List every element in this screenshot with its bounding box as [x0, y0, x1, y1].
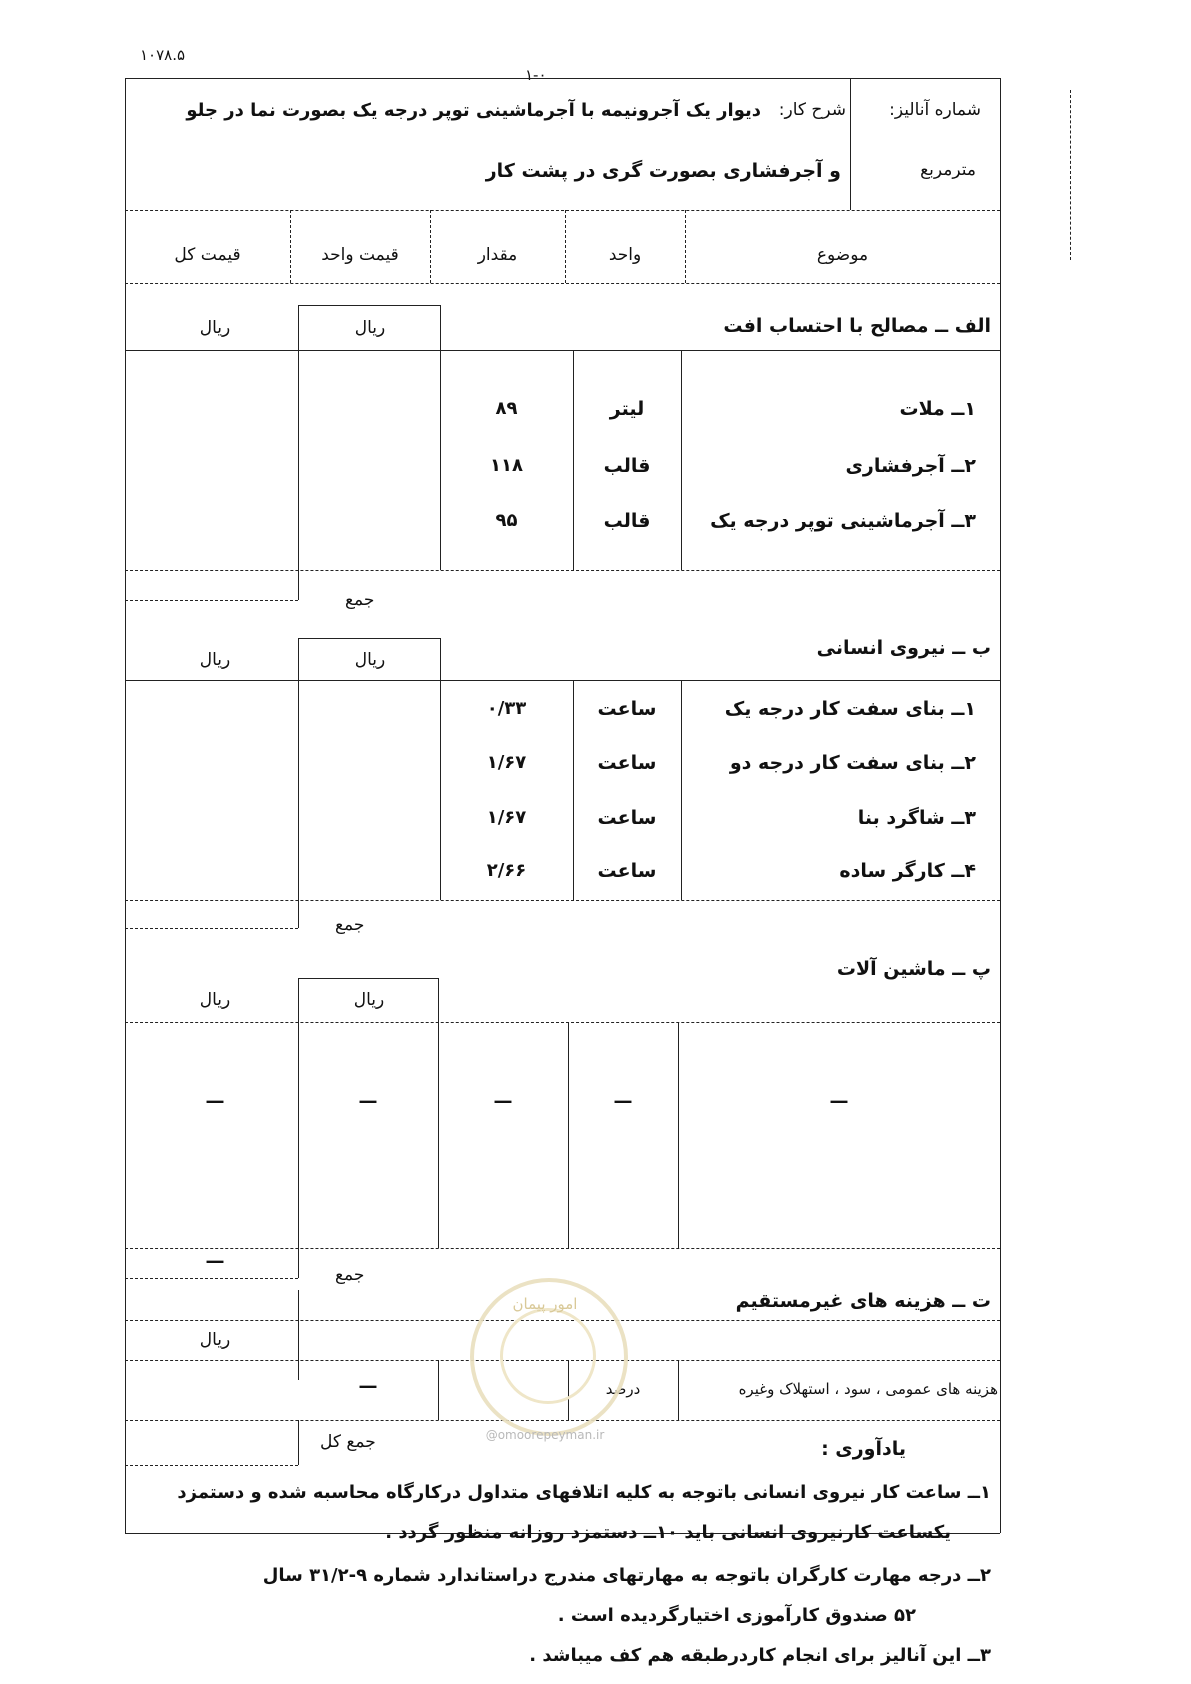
section-a-item-3-unit: قالب	[603, 510, 651, 532]
col-unit: واحد	[608, 245, 642, 265]
col-subject: موضوع	[816, 245, 869, 265]
section-c-total-dash: —	[205, 1090, 225, 1112]
col-total-price: قیمت کل	[174, 245, 241, 265]
section-b-item-4-name: ۴ــ کارگر ساده	[839, 860, 976, 882]
section-b-item-3-unit: ساعت	[597, 807, 657, 829]
section-c-qty-dash: —	[493, 1090, 513, 1112]
section-b-currency-unit: ریال	[354, 650, 386, 670]
section-a-title: الف ــ مصالح با احتساب افت	[723, 315, 991, 337]
section-b-currency-total: ریال	[199, 650, 231, 670]
note-1-line-1: ۱ــ ساعت کار نیروی انسانی باتوجه به کلیه اتلافهای متداول درکارگاه محاسبه شده و دستمزد	[177, 1482, 991, 1503]
section-d-row-unit: درصد	[605, 1380, 641, 1398]
section-b-title: ب ــ نیروی انسانی	[816, 637, 991, 659]
section-a-item-2-name: ۲ــ آجرفشاری	[845, 455, 976, 477]
note-1-line-2: یکساعت کارنیروی انسانی باید ۱۰ــ دستمزد روزانه منظور گردد .	[385, 1522, 951, 1543]
watermark-text: @omoorepeyman.ir	[485, 1428, 605, 1442]
section-a-item-1-unit: لیتر	[609, 398, 645, 420]
note-3: ۳ــ این آنالیز برای انجام کاردرطبقه هم کف میباشد .	[529, 1645, 991, 1666]
description-line-1: دیوار یک آجرونیمه با آجرماشینی توپر درجه یک بصورت نما در جلو	[186, 100, 761, 121]
description-label: شرح کار:	[778, 100, 846, 120]
section-d-unit-price-dash: —	[358, 1375, 378, 1397]
section-b-item-3-name: ۳ــ شاگرد بنا	[857, 807, 976, 829]
note-2-line-2: ۵۲ صندوق کارآموزی اختیارگردیده است .	[557, 1605, 916, 1626]
unit-label: مترمربع	[920, 160, 976, 180]
col-quantity: مقدار	[477, 245, 518, 265]
section-c-subject-dash: —	[829, 1090, 849, 1112]
section-a-item-3-name: ۳ــ آجرماشینی توپر درجه یک	[710, 510, 976, 532]
section-c-currency-unit: ریال	[353, 990, 385, 1010]
section-a-item-3-qty: ۹۵	[495, 510, 518, 531]
note-2-line-1: ۲ــ درجه مهارت کارگران باتوجه به مهارتهای مندرج دراستاندارد شماره ۹-۳۱/۲ سال	[262, 1565, 991, 1586]
watermark-seal-inner	[500, 1308, 596, 1404]
page-mark: ۱-۰	[525, 66, 547, 84]
section-c-title: پ ــ ماشین آلات	[836, 958, 991, 980]
section-b-sum-label: جمع	[335, 915, 365, 935]
analysis-number-label: شماره آنالیز:	[889, 100, 981, 120]
section-a-item-1-name: ۱ــ ملات	[899, 398, 976, 420]
section-b-item-1-qty: ۰/۳۳	[486, 698, 527, 719]
section-a-item-2-qty: ۱۱۸	[490, 455, 523, 476]
section-b-item-1-name: ۱ــ بنای سفت کار درجه یک	[724, 698, 976, 720]
section-d-currency: ریال	[199, 1330, 231, 1350]
section-b-item-3-qty: ۱/۶۷	[486, 807, 527, 828]
section-a-item-1-qty: ۸۹	[495, 398, 518, 419]
grand-total-label: جمع کل	[320, 1432, 376, 1452]
section-c-currency-total: ریال	[199, 990, 231, 1010]
section-d-title: ت ــ هزینه های غیرمستقیم	[735, 1290, 991, 1312]
section-c-sum-dash: —	[205, 1250, 225, 1272]
section-b-item-2-qty: ۱/۶۷	[486, 752, 527, 773]
description-line-2: و آجرفشاری بصورت گری در پشت کار	[485, 160, 841, 182]
section-a-currency-unit: ریال	[354, 318, 386, 338]
section-a-sum-label: جمع	[345, 590, 375, 610]
section-a-currency-total: ریال	[199, 318, 231, 338]
section-b-item-4-qty: ۲/۶۶	[486, 860, 527, 881]
section-b-item-2-name: ۲ــ بنای سفت کار درجه دو	[729, 752, 976, 774]
section-c-sum-label: جمع	[335, 1265, 365, 1285]
section-a-item-2-unit: قالب	[603, 455, 651, 477]
section-c-unit-dash: —	[613, 1090, 633, 1112]
document-code: ۱۰۷۸.۵	[140, 46, 186, 64]
section-c-unit-price-dash: —	[358, 1090, 378, 1112]
section-b-item-1-unit: ساعت	[597, 698, 657, 720]
col-unit-price: قیمت واحد	[321, 245, 399, 265]
section-d-row-name: هزینه های عمومی ، سود ، استهلاک وغیره	[738, 1380, 998, 1398]
notes-title: یادآوری :	[821, 1438, 906, 1460]
section-b-item-2-unit: ساعت	[597, 752, 657, 774]
watermark-ring-text: امور پیمان	[512, 1295, 578, 1313]
section-b-item-4-unit: ساعت	[597, 860, 657, 882]
